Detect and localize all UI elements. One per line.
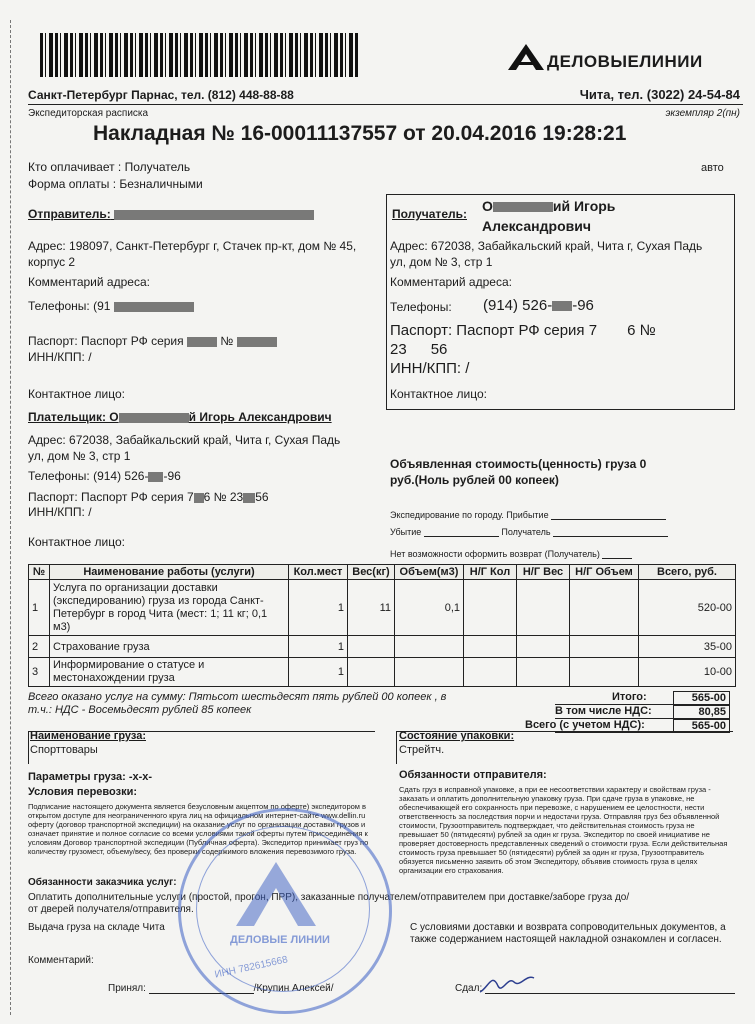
cell-ng-weight [517,580,570,636]
sender-duties-label: Обязанности отправителя: [399,769,547,781]
recipient-phones-text: (914) 526- [483,297,553,314]
cell-service: Услуга по организации доставки (экспедированию) груза из города Санкт-Петербург в город Чита (мест: 1; 11 кг; 0,1 м3) [50,580,289,636]
total-label: Всего (с учетом НДС): [525,719,645,731]
stamp-logo-icon [236,858,316,928]
sender-label-text: Отправитель: [28,207,111,221]
table-row [29,658,736,687]
departure-line [424,536,499,537]
col-ng-weight: Н/Г Вес [517,565,570,580]
cell-ng-qty [464,636,517,658]
cell-ng-weight [517,658,570,687]
recipient-passport-1: Паспорт: Паспорт РФ серия 7 [390,322,598,339]
company-logo [508,42,544,77]
cell-total: 10-00 [639,658,736,687]
agreement-text: С условиями доставки и возврата сопроводительных документов, а также содержанием настоящей накладной ознакомлен и согласен. [410,922,726,945]
sender-comment: Комментарий адреса: [28,275,150,289]
payment-form: Форма оплаты : Безналичными [28,177,203,191]
col-total: Всего, руб. [639,565,736,580]
barcode [40,33,360,77]
table-row [29,580,736,636]
recipient-patronymic: Александрович [482,218,591,234]
sender-duties-text: Сдать груз в исправной упаковке, а при ее несоответствии характеру и свойствам груза - заказать и оплатить дополнительную упаковку груза. При сдаче груза в упаковке, не обеспечивающей его сохранность при перевозке, с нарушением ее целостности, нести ответственность за последствия порчи и недостачи груза. Отправляя груз без объявленной стоимости, Грузоотправитель подтверждает, что действительная стоимость груза не превышает 50 (пятидесяти) рублей за один кг груза. Экспедитор по своей инициативе не проверяет достоверность представленных сведений о стоимости груза. Если действительная стоимость груза превышает 50 (пятидесяти) рублей за один кг груза, Грузоотправитель обязуется письменно заявить об этом Экспедитору, объявив стоимость груза в целях организации его страхования. [399,785,728,875]
sender-passport-no: № [220,334,234,348]
cell-ng-volume [570,580,639,636]
table-row [29,636,736,658]
recipient-passport-3: 23 [390,341,407,358]
recipient-phones-label: Телефоны: [390,300,452,314]
waybill-title: Накладная № 16-00011137557 от 20.04.2016 19:28:21 [93,122,627,145]
arrival-line [551,519,666,520]
sender-inn: ИНН/КПП: / [28,350,92,364]
cell-qty: 1 [289,658,348,687]
cargo-params: Параметры груза: -x-x- [28,771,153,783]
sum-in-words: Всего оказано услуг на сумму: Пятьсот шестьдесят пять рублей 00 копеек , в т.ч.: НДС - Восемьдесят рублей 85 копеек [28,691,447,716]
payer-passport-mid: 6 № 23 [203,490,244,504]
recipient-inn: ИНН/КПП: / [390,360,470,377]
col-weight: Вес(кг) [348,565,395,580]
cell-ng-qty [464,658,517,687]
payer-passport-end: 56 [255,490,269,504]
redaction [148,472,163,482]
conditions-label: Условия перевозки: [28,786,138,798]
comment-label: Комментарий: [28,955,94,966]
redaction [194,493,204,503]
cell-ng-volume [570,658,639,687]
cell-n: 3 [29,658,50,687]
cell-ng-qty [464,580,517,636]
payer-phones [28,469,181,483]
from-office: Санкт-Петербург Парнас, тел. (812) 448-88-88 [28,88,294,102]
cell-volume: 0,1 [395,580,464,636]
redaction [114,302,194,312]
stamp-inn: ИНН 782615668 [213,954,289,981]
declared-value-line1: Объявленная стоимость(ценность) груза 0 [390,457,647,471]
payer-inn: ИНН/КПП: / [28,505,92,519]
departure-label: Убытие [390,527,422,537]
sender-passport [28,334,277,348]
signature-mark [478,968,538,996]
city-expedition [390,510,666,520]
recipient-passport [390,322,656,339]
sender-contact: Контактное лицо: [28,387,125,401]
recipient-name [482,198,615,214]
recipient-comment: Комментарий адреса: [390,275,512,289]
cell-volume [395,658,464,687]
departure [390,527,668,537]
cell-total: 35-00 [639,636,736,658]
totals [525,691,730,733]
recipient-name-2: ий Игорь [552,198,616,214]
recipient-address: Адрес: 672038, Забайкальский край, Чита г, Сухая Падь ул, дом № 3, стр 1 [390,239,703,269]
cut-line [10,20,11,1015]
cell-qty: 1 [289,636,348,658]
accepted-name: /Крупин Алексей/ [253,983,334,994]
redaction [493,202,553,212]
cell-n: 1 [29,580,50,636]
payer-label-end: й Игорь Александрович [188,410,332,424]
payer-label [28,410,332,424]
payer-phones-text: Телефоны: (914) 526- [28,469,149,483]
header-rule [28,104,743,105]
nds-value: 80,85 [673,705,730,718]
redaction [119,413,189,423]
pack-state: Стрейтч. [399,744,445,756]
handed-label: Сдал: [455,983,483,994]
no-return-line [602,558,632,559]
declared-value-line2: руб.(Ноль рублей 00 копеек) [390,473,559,487]
total-value: 565-00 [673,719,730,732]
payer-contact: Контактное лицо: [28,535,125,549]
cell-service: Информирование о статусе и местонахождении груза [50,658,289,687]
col-service: Наименование работы (услуги) [50,565,289,580]
to-office: Чита, тел. (3022) 24-54-84 [579,87,740,102]
recipient-passport-number [390,341,447,358]
city-expedition-label: Экспедирование по городу. Прибытие [390,510,549,520]
pickup-warehouse: Выдача груза на складе Чита [28,922,165,933]
conditions-text: Подписание настоящего документа является безусловным акцептом по оферте) экспедитором в открытом доступе для неограниченного круга лиц на официальном интернет-сайте www.dellin.ru оферту (договор транспортной экспедиции) на оказание услуг по организации доставки грузов и означает принятие и полное согласие со всеми условиями такой оферты путем присоединения к условиям Договор транспортной экспедиции (Публичная оферта). Экспедитор принимает груз по количеству грузомест, объему/весу, без проверки содержимого вложения перевозимого груза. [28,802,369,856]
redaction [187,337,217,347]
cell-ng-weight [517,636,570,658]
copy-label: экземпляр 2(пн) [665,108,740,119]
recipient-phones [483,297,594,314]
recipient-passport-2: 6 № [627,322,656,339]
sender-passport-text: Паспорт: Паспорт РФ серия [28,334,184,348]
total-itogo [555,691,730,705]
transport-type: авто [701,162,724,174]
sender-label [28,207,314,221]
logo-icon [508,42,544,72]
cargo-name: Спорттовары [30,744,98,756]
nds-label: В том числе НДС: [555,705,652,717]
col-volume: Объем(м3) [395,565,464,580]
client-duties-text: Оплатить дополнительные услуги (простой, прогон, ПРР), заказанные получателем/отправителем при доставке/заборе груза до/от дверей получателя/отправителя. [28,892,630,915]
col-qty: Кол.мест [289,565,348,580]
cell-weight [348,658,395,687]
cell-volume [395,636,464,658]
accepted-label: Принял: [108,983,146,994]
company-name: ДЕЛОВЫЕЛИНИИ [547,52,703,71]
client-duties-label: Обязанности заказчика услуг: [28,877,177,888]
cell-service: Страхование груза [50,636,289,658]
redaction [237,337,277,347]
itogo-label: Итого: [612,691,647,703]
cell-ng-volume [570,636,639,658]
col-ng-qty: Н/Г Кол [464,565,517,580]
cell-weight: 11 [348,580,395,636]
total-nds [555,705,730,719]
cell-total: 520-00 [639,580,736,636]
table-header-row [29,565,736,580]
no-return-label: Нет возможности оформить возврат (Получатель) [390,549,600,559]
who-pays: Кто оплачивает : Получатель [28,160,191,174]
no-return [390,549,632,559]
recipient-label: Получатель: [392,207,467,221]
redaction [243,493,255,503]
itogo-value: 565-00 [673,691,730,704]
recipient-contact: Контактное лицо: [390,387,487,401]
sender-phones-text: Телефоны: (91 [28,299,111,313]
recipient-phones-end: -96 [572,297,594,314]
receiver-label: Получатель [501,527,551,537]
sender-address: Адрес: 198097, Санкт-Петербург г, Стачек пр-кт, дом № 45, корпус 2 [28,239,357,269]
pack-label: Состояние упаковки: [399,730,515,742]
payer-address: Адрес: 672038, Забайкальский край, Чита г, Сухая Падь ул, дом № 3, стр 1 [28,433,341,463]
col-n: № [29,565,50,580]
stamp-text: ДЕЛОВЫЕ ЛИНИИ [230,934,330,946]
payer-passport-text: Паспорт: Паспорт РФ серия 7 [28,490,194,504]
receipt-label: Экспедиторская расписка [28,108,149,119]
cell-weight [348,636,395,658]
redaction [114,210,314,220]
payer-passport [28,490,269,504]
receiver-line [553,536,668,537]
payer-label-text: Плательщик: О [28,410,119,424]
recipient-name-1: О [482,198,493,214]
services-table [28,564,736,687]
cargo-name-label: Наименование груза: [30,730,146,742]
redaction [552,301,572,311]
cell-qty: 1 [289,580,348,636]
payer-phones-end: -96 [163,469,181,483]
cell-n: 2 [29,636,50,658]
col-ng-volume: Н/Г Объем [570,565,639,580]
recipient-passport-4: 56 [430,341,448,358]
sender-phones [28,299,194,313]
